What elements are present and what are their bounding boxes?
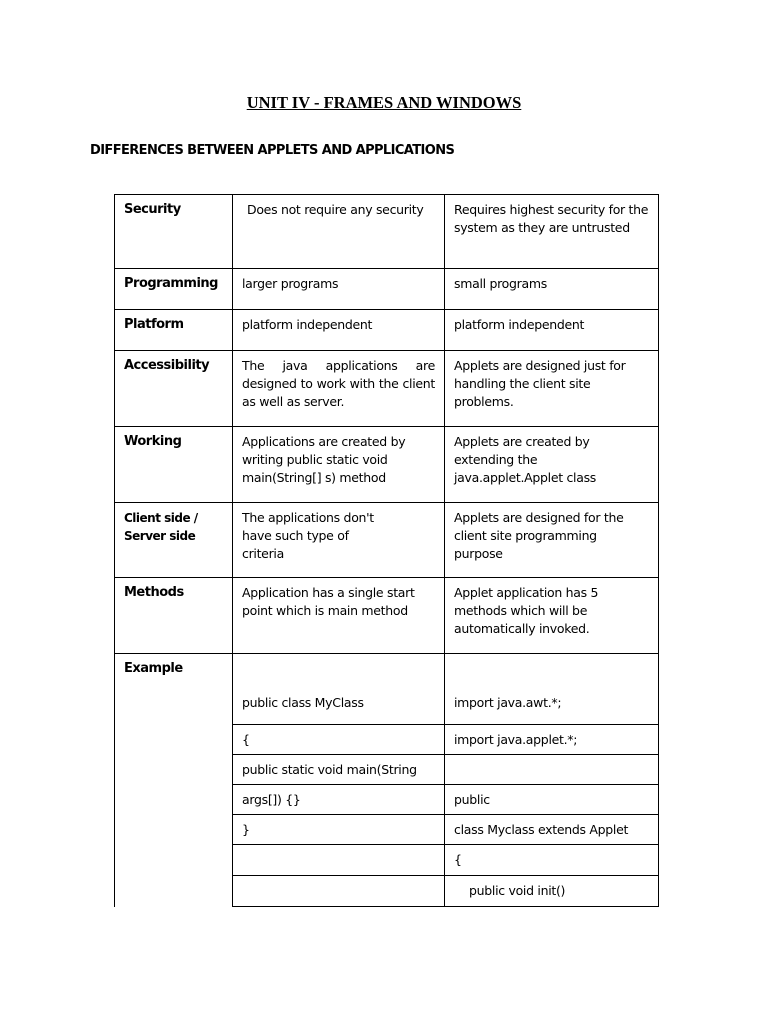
applet-cell: Applets are created by extending the java.applet.Applet class	[445, 427, 659, 503]
row-label: Methods	[115, 578, 233, 654]
applet-cell: Applets are designed just for handling the client site problems.	[445, 351, 659, 427]
application-code-line: {	[233, 725, 445, 755]
row-label: Security	[115, 195, 233, 269]
applet-code-line	[445, 654, 659, 725]
applet-cell: small programs	[445, 269, 659, 310]
application-code-line	[233, 845, 445, 876]
application-cell: larger programs	[233, 269, 445, 310]
application-cell	[233, 503, 445, 578]
page-title: UNIT IV - FRAMES AND WINDOWS	[246, 93, 522, 112]
application-code-line	[233, 654, 445, 725]
code-text: public class MyClass	[242, 695, 364, 710]
table-row-example	[115, 654, 659, 725]
row-label: Working	[115, 427, 233, 503]
table-row	[115, 503, 659, 578]
table-row	[115, 310, 659, 351]
applet-cell: platform independent	[445, 310, 659, 351]
application-cell: Application has a single start point which is main method	[233, 578, 445, 654]
code-text: public void init()	[469, 883, 566, 898]
table-row	[115, 351, 659, 427]
applet-code-line	[445, 755, 659, 785]
table-row	[115, 269, 659, 310]
applet-code-line: public	[445, 785, 659, 815]
row-label: Example	[115, 654, 233, 907]
application-code-line: public static void main(String	[233, 755, 445, 785]
code-text: import java.awt.*;	[454, 695, 562, 710]
applet-cell: Applet application has 5 methods which will be automatically invoked.	[445, 578, 659, 654]
row-label: Client side / Server side	[115, 503, 233, 578]
applet-code-line: {	[445, 845, 659, 876]
applet-cell: Applets are designed for the client site programming purpose	[445, 503, 659, 578]
application-text: The applications don't have such type of criteria	[242, 510, 374, 561]
application-code-line: args[]) {}	[233, 785, 445, 815]
application-cell: The java applications are designed to work with the client as well as server.	[233, 351, 445, 427]
table-row	[115, 195, 659, 269]
application-cell: platform independent	[233, 310, 445, 351]
table-row	[115, 578, 659, 654]
application-code-line: }	[233, 815, 445, 845]
table-row	[115, 427, 659, 503]
row-label: Platform	[115, 310, 233, 351]
row-label: Accessibility	[115, 351, 233, 427]
applet-code-line: class Myclass extends Applet	[445, 815, 659, 845]
section-heading: DIFFERENCES BETWEEN APPLETS AND APPLICATIONS	[90, 143, 455, 158]
application-cell: Applications are created by writing public static void main(String[] s) method	[233, 427, 445, 503]
applet-code-line: import java.applet.*;	[445, 725, 659, 755]
application-cell: Does not require any security	[233, 195, 445, 269]
row-label: Programming	[115, 269, 233, 310]
comparison-table	[114, 194, 659, 907]
applet-cell: Requires highest security for the system as they are untrusted	[445, 195, 659, 269]
application-code-line	[233, 876, 445, 907]
applet-code-line	[445, 876, 659, 907]
